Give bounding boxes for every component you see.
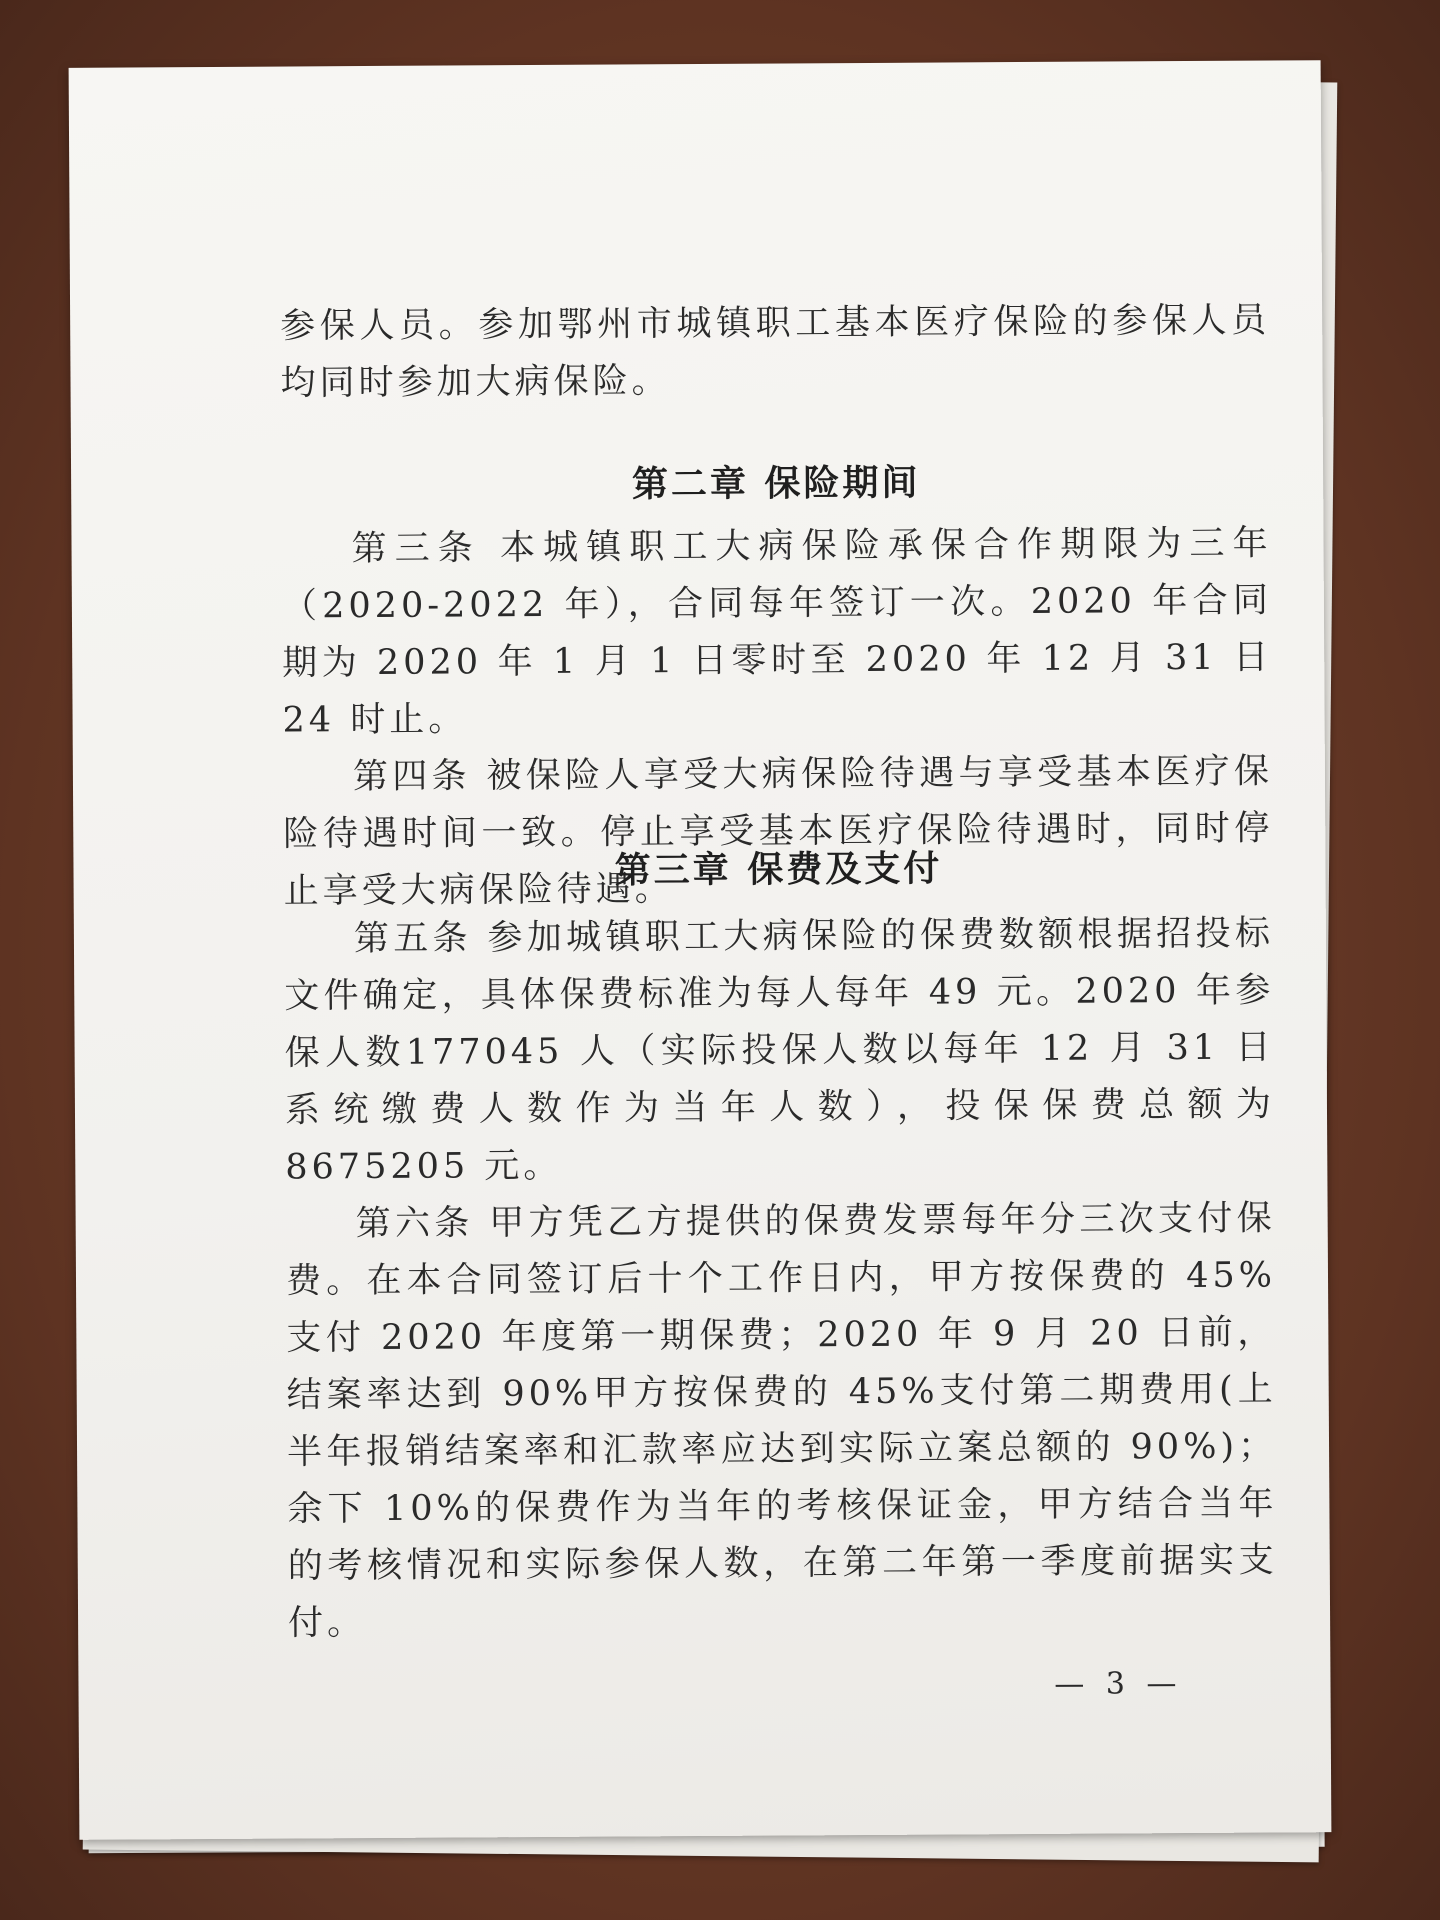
chapter-3-title: 第三章 保费及支付 [614, 847, 943, 892]
article-6: 第六条 甲方凭乙方提供的保费发票每年分三次支付保费。在本合同签订后十个工作日内，甲方按保费的 45%支付 2020 年度第一期保费；2020 年 9 月 20 日前，结案率达到 90%甲方按保费的 45%支付第二期费用(上半年报销结案率和汇款率应达到实际立案总额的 90%)；余下 10%的保费作为当年的考核保证金，甲方结合当年的考核情况和实际参保人数，在第二年第一季度前据实支付。 [285, 1198, 1278, 1644]
page-number: — 3 — [1054, 1666, 1183, 1702]
article-5: 第五条 参加城镇职工大病保险的保费数额根据招投标文件确定，具体保费标准为每人每年 49 元。2020 年参保人数177045 人（实际投保人数以每年 12 月 31 日系统缴费人数作为当年人数），投保保费总额为 8675205 元。 [284, 913, 1276, 1188]
intro-text: 参保人员。参加鄂州市城镇职工基本医疗保险的参保人员均同时参加大病保险。 [280, 300, 1271, 404]
chapter-3-body [284, 905, 1279, 1652]
chapter-2-title: 第二章 保险期间 [631, 461, 921, 506]
article-4: 第四条 被保险人享受大病保险待遇与享受基本医疗保险待遇时间一致。停止享受基本医疗保险待遇时，同时停止享受大病保险待遇。 [283, 751, 1274, 912]
intro-paragraph [280, 293, 1271, 413]
document-page [69, 60, 1332, 1840]
article-3: 第三条 本城镇职工大病保险承保合作期限为三年（2020-2022 年），合同每年签订一次。2020 年合同期为 2020 年 1 月 1 日零时至 2020 年 12 月 31 日 24 时止。 [281, 523, 1273, 741]
